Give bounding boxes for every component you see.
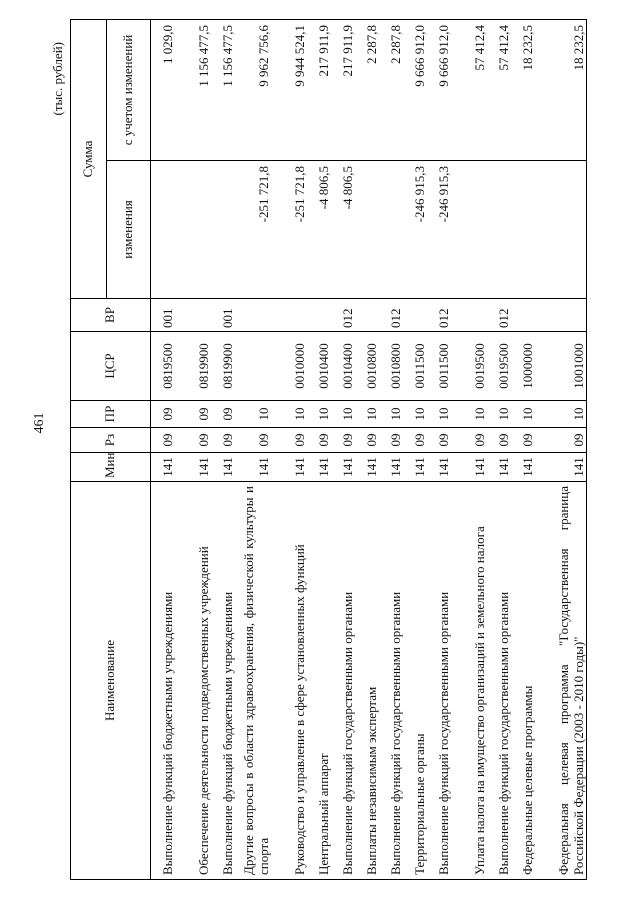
table-body — [151, 20, 587, 880]
cell-vr — [451, 299, 487, 332]
cell-name: Обеспечение деятельности подведомственных учреждений — [175, 482, 211, 880]
cell-rz: 09 — [355, 428, 379, 453]
cell-min: 141 — [355, 453, 379, 482]
cell-pr: 09 — [175, 401, 211, 428]
cell-rz: 09 — [307, 428, 331, 453]
cell-vr — [235, 299, 271, 332]
units-caption: (тыс. рублей) — [50, 42, 65, 116]
cell-rz: 09 — [379, 428, 403, 453]
cell-pr: 10 — [307, 401, 331, 428]
cell-change — [355, 161, 379, 299]
cell-pr: 09 — [211, 401, 235, 428]
cell-rz: 09 — [427, 428, 451, 453]
cell-vr: 012 — [427, 299, 451, 332]
cell-csr: 0819900 — [175, 332, 211, 401]
header-with-change: с учетом изменений — [107, 20, 151, 161]
cell-name: Выполнение функций государственными органами — [487, 482, 511, 880]
rotated-page-content — [50, 20, 610, 880]
cell-min: 141 — [427, 453, 451, 482]
table-row — [427, 20, 451, 880]
table-row — [235, 20, 271, 880]
cell-csr: 0011500 — [427, 332, 451, 401]
cell-min: 141 — [511, 453, 535, 482]
cell-name: Выполнение функций бюджетными учреждениями — [151, 482, 175, 880]
cell-name: Выполнение функций государственными органами — [379, 482, 403, 880]
cell-total: 9 962 756,6 — [235, 20, 271, 161]
table-row — [379, 20, 403, 880]
table-row — [355, 20, 379, 880]
cell-csr: 0010400 — [331, 332, 355, 401]
cell-csr: 1001000 — [535, 332, 587, 401]
cell-csr: 0019500 — [451, 332, 487, 401]
cell-rz: 09 — [151, 428, 175, 453]
table-row — [535, 20, 587, 880]
cell-pr: 10 — [331, 401, 355, 428]
cell-name: Федеральная целевая программа "Государственная граница Российской Федерации (2003 - 2010 годы)" — [535, 482, 587, 880]
cell-csr: 0019500 — [487, 332, 511, 401]
table-row — [451, 20, 487, 880]
cell-change — [511, 161, 535, 299]
cell-min: 141 — [451, 453, 487, 482]
cell-total: 217 911,9 — [307, 20, 331, 161]
cell-vr — [511, 299, 535, 332]
cell-name: Уплата налога на имущество организаций и земельного налога — [451, 482, 487, 880]
table-row — [211, 20, 235, 880]
cell-rz: 09 — [403, 428, 427, 453]
cell-rz: 09 — [235, 428, 271, 453]
cell-total: 9 666 912,0 — [403, 20, 427, 161]
header-sum: Сумма — [71, 20, 107, 299]
cell-min: 141 — [331, 453, 355, 482]
cell-total: 1 156 477,5 — [211, 20, 235, 161]
cell-change — [175, 161, 211, 299]
cell-pr: 10 — [379, 401, 403, 428]
cell-rz: 09 — [535, 428, 587, 453]
cell-csr: 0010800 — [379, 332, 403, 401]
cell-change: -246 915,3 — [427, 161, 451, 299]
cell-change: -4 806,5 — [307, 161, 331, 299]
cell-csr: 0819900 — [211, 332, 235, 401]
cell-change — [535, 161, 587, 299]
cell-name: Выплаты независимым экспертам — [355, 482, 379, 880]
cell-total: 2 287,8 — [379, 20, 403, 161]
cell-csr: 1000000 — [511, 332, 535, 401]
cell-min: 141 — [535, 453, 587, 482]
cell-csr: 0011500 — [403, 332, 427, 401]
cell-min: 141 — [271, 453, 307, 482]
cell-pr: 10 — [535, 401, 587, 428]
cell-name: Руководство и управление в сфере установленных функций — [271, 482, 307, 880]
cell-vr: 012 — [379, 299, 403, 332]
cell-pr: 09 — [151, 401, 175, 428]
cell-change: -246 915,3 — [403, 161, 427, 299]
table-row — [175, 20, 211, 880]
cell-name: Выполнение функций бюджетными учреждениями — [211, 482, 235, 880]
cell-name: Выполнение функций государственными органами — [427, 482, 451, 880]
cell-csr: 0010000 — [271, 332, 307, 401]
cell-total: 2 287,8 — [355, 20, 379, 161]
table-row — [487, 20, 511, 880]
header-pr: ПР — [71, 401, 151, 428]
cell-rz: 09 — [331, 428, 355, 453]
cell-rz: 09 — [487, 428, 511, 453]
cell-min: 141 — [379, 453, 403, 482]
header-name: Наименование — [71, 482, 151, 880]
cell-change — [379, 161, 403, 299]
cell-vr: 001 — [151, 299, 175, 332]
cell-vr — [535, 299, 587, 332]
cell-total: 57 412,4 — [487, 20, 511, 161]
cell-pr: 10 — [403, 401, 427, 428]
cell-csr: 0010400 — [307, 332, 331, 401]
table-row — [511, 20, 535, 880]
cell-pr: 10 — [355, 401, 379, 428]
cell-min: 141 — [211, 453, 235, 482]
cell-change: -4 806,5 — [331, 161, 355, 299]
cell-total: 9 666 912,0 — [427, 20, 451, 161]
cell-csr — [235, 332, 271, 401]
cell-total: 217 911,9 — [331, 20, 355, 161]
cell-name: Центральный аппарат — [307, 482, 331, 880]
cell-vr — [271, 299, 307, 332]
cell-rz: 09 — [511, 428, 535, 453]
cell-name: Другие вопросы в области здравоохранения, физической культуры и спорта — [235, 482, 271, 880]
cell-total: 57 412,4 — [451, 20, 487, 161]
header-rz: Рз — [71, 428, 151, 453]
cell-total: 9 944 524,1 — [271, 20, 307, 161]
cell-vr: 012 — [331, 299, 355, 332]
cell-change — [451, 161, 487, 299]
budget-table — [70, 19, 587, 880]
cell-min: 141 — [151, 453, 175, 482]
cell-vr — [355, 299, 379, 332]
header-csr: ЦСР — [71, 332, 151, 401]
cell-name: Федеральные целевые программы — [511, 482, 535, 880]
cell-rz: 09 — [451, 428, 487, 453]
cell-pr: 10 — [487, 401, 511, 428]
cell-rz: 09 — [175, 428, 211, 453]
cell-change — [151, 161, 175, 299]
table-row — [307, 20, 331, 880]
cell-vr — [175, 299, 211, 332]
cell-min: 141 — [235, 453, 271, 482]
table-row — [271, 20, 307, 880]
cell-pr: 10 — [427, 401, 451, 428]
cell-rz: 09 — [211, 428, 235, 453]
cell-vr: 012 — [487, 299, 511, 332]
cell-total: 1 156 477,5 — [175, 20, 211, 161]
cell-pr: 10 — [271, 401, 307, 428]
cell-change — [211, 161, 235, 299]
cell-min: 141 — [175, 453, 211, 482]
cell-vr — [307, 299, 331, 332]
header-vr: ВР — [71, 299, 151, 332]
table-row — [151, 20, 175, 880]
cell-rz: 09 — [271, 428, 307, 453]
cell-name: Выполнение функций государственными органами — [331, 482, 355, 880]
cell-change: -251 721,8 — [235, 161, 271, 299]
table-row — [331, 20, 355, 880]
cell-vr: 001 — [211, 299, 235, 332]
cell-change: -251 721,8 — [271, 161, 307, 299]
cell-csr: 0819500 — [151, 332, 175, 401]
cell-total: 18 232,5 — [511, 20, 535, 161]
cell-vr — [403, 299, 427, 332]
cell-total: 1 029,0 — [151, 20, 175, 161]
cell-change — [487, 161, 511, 299]
cell-pr: 10 — [451, 401, 487, 428]
header-min: Мин — [71, 453, 151, 482]
cell-min: 141 — [487, 453, 511, 482]
cell-min: 141 — [403, 453, 427, 482]
cell-min: 141 — [307, 453, 331, 482]
header-change: изменения — [107, 161, 151, 299]
cell-csr: 0010800 — [355, 332, 379, 401]
cell-pr: 10 — [511, 401, 535, 428]
page-number: 461 — [32, 412, 47, 434]
cell-total: 18 232,5 — [535, 20, 587, 161]
cell-pr: 10 — [235, 401, 271, 428]
table-row — [403, 20, 427, 880]
cell-name: Территориальные органы — [403, 482, 427, 880]
